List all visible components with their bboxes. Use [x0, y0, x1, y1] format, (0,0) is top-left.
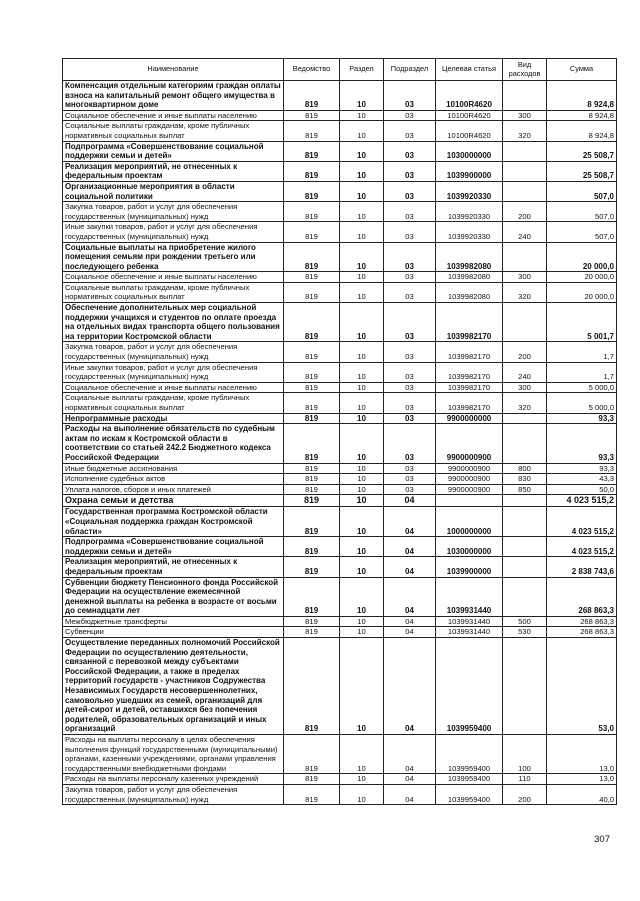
cell-name: Социальные выплаты гражданам, кроме публичных нормативных социальных выплат — [63, 393, 284, 413]
cell-expense-type — [503, 495, 547, 507]
table-row — [63, 507, 617, 537]
cell-expense-type: 300 — [503, 272, 547, 283]
cell-name: Расходы на выполнение обязательств по судебным актам по искам к Костромской области в соответствии со статьей 242.2 Бюджетного кодекса Российской Федерации — [63, 424, 284, 463]
cell-name: Социальные выплаты гражданам, кроме публичных нормативных социальных выплат — [63, 282, 284, 302]
table-row — [63, 638, 617, 735]
cell-amount: 43,3 — [547, 474, 617, 485]
cell-section: 10 — [340, 282, 384, 302]
cell-target-article: 1030000000 — [436, 141, 503, 161]
cell-section: 10 — [340, 507, 384, 537]
cell-expense-type: 300 — [503, 110, 547, 121]
table-row — [63, 774, 617, 785]
cell-section: 10 — [340, 202, 384, 222]
cell-department: 819 — [284, 272, 340, 283]
cell-subsection: 03 — [384, 424, 436, 463]
cell-subsection: 03 — [384, 110, 436, 121]
cell-section: 10 — [340, 342, 384, 362]
cell-subsection: 03 — [384, 474, 436, 485]
cell-amount: 1,7 — [547, 362, 617, 382]
cell-name: Государственная программа Костромской области «Социальная поддержка граждан Костромской области» — [63, 507, 284, 537]
cell-subsection: 03 — [384, 342, 436, 362]
cell-amount: 93,3 — [547, 424, 617, 463]
cell-department: 819 — [284, 507, 340, 537]
cell-department: 819 — [284, 110, 340, 121]
cell-target-article: 10100R4620 — [436, 121, 503, 141]
cell-department: 819 — [284, 627, 340, 638]
cell-amount: 20 000,0 — [547, 272, 617, 283]
table-row — [63, 463, 617, 474]
cell-target-article: 1039982080 — [436, 242, 503, 272]
cell-amount: 507,0 — [547, 202, 617, 222]
cell-subsection: 04 — [384, 537, 436, 557]
table-row — [63, 784, 617, 804]
cell-department: 819 — [284, 495, 340, 507]
cell-target-article: 1039931440 — [436, 616, 503, 627]
table-row — [63, 382, 617, 393]
table-row — [63, 413, 617, 424]
budget-table — [62, 58, 617, 805]
cell-target-article: 10100R4620 — [436, 81, 503, 111]
cell-section: 10 — [340, 537, 384, 557]
cell-target-article: 1039900000 — [436, 161, 503, 181]
cell-department: 819 — [284, 202, 340, 222]
cell-department: 819 — [284, 362, 340, 382]
cell-target-article: 1039982080 — [436, 272, 503, 283]
table-row — [63, 362, 617, 382]
cell-expense-type — [503, 413, 547, 424]
cell-expense-type: 200 — [503, 784, 547, 804]
cell-target-article: 1039931440 — [436, 577, 503, 616]
cell-subsection: 04 — [384, 774, 436, 785]
cell-section: 10 — [340, 484, 384, 495]
cell-section: 10 — [340, 141, 384, 161]
cell-target-article: 1039920330 — [436, 181, 503, 201]
cell-section: 10 — [340, 424, 384, 463]
cell-target-article: 1039931440 — [436, 627, 503, 638]
cell-amount: 20 000,0 — [547, 242, 617, 272]
table-row — [63, 181, 617, 201]
cell-name: Организационные мероприятия в области социальной политики — [63, 181, 284, 201]
cell-section: 10 — [340, 242, 384, 272]
cell-subsection: 03 — [384, 413, 436, 424]
table-row — [63, 342, 617, 362]
cell-expense-type: 300 — [503, 382, 547, 393]
cell-section: 10 — [340, 774, 384, 785]
cell-name: Исполнение судебных актов — [63, 474, 284, 485]
cell-department: 819 — [284, 424, 340, 463]
table-row — [63, 121, 617, 141]
table-header-row — [63, 59, 617, 81]
cell-amount: 268 863,3 — [547, 627, 617, 638]
cell-subsection: 04 — [384, 735, 436, 774]
cell-name: Реализация мероприятий, не отнесенных к федеральным проектам — [63, 557, 284, 577]
cell-name: Закупка товаров, работ и услуг для обеспечения государственных (муниципальных) нужд — [63, 784, 284, 804]
cell-department: 819 — [284, 242, 340, 272]
cell-target-article: 1039959400 — [436, 784, 503, 804]
cell-department: 819 — [284, 121, 340, 141]
cell-department: 819 — [284, 382, 340, 393]
cell-amount: 25 508,7 — [547, 141, 617, 161]
cell-target-article: 9900000900 — [436, 424, 503, 463]
cell-name: Расходы на выплаты персоналу казенных учреждений — [63, 774, 284, 785]
cell-section: 10 — [340, 495, 384, 507]
cell-amount: 5 000,0 — [547, 382, 617, 393]
cell-target-article: 1039982170 — [436, 303, 503, 342]
cell-name: Охрана семьи и детства — [63, 495, 284, 507]
cell-subsection: 04 — [384, 577, 436, 616]
page-number: 307 — [594, 834, 610, 845]
cell-amount: 8 924,8 — [547, 81, 617, 111]
cell-name: Закупка товаров, работ и услуг для обеспечения государственных (муниципальных) нужд — [63, 342, 284, 362]
cell-expense-type: 500 — [503, 616, 547, 627]
cell-section: 10 — [340, 413, 384, 424]
cell-expense-type — [503, 303, 547, 342]
cell-name: Социальное обеспечение и иные выплаты населению — [63, 110, 284, 121]
cell-section: 10 — [340, 272, 384, 283]
cell-target-article: 1039982170 — [436, 342, 503, 362]
cell-target-article: 1039982170 — [436, 393, 503, 413]
header-department: Ведомство — [284, 59, 340, 81]
cell-department: 819 — [284, 282, 340, 302]
cell-expense-type: 530 — [503, 627, 547, 638]
table-row — [63, 537, 617, 557]
cell-expense-type — [503, 507, 547, 537]
cell-amount: 40,0 — [547, 784, 617, 804]
cell-name: Субвенции бюджету Пенсионного фонда Российской Федерации на осуществление ежемесячной денежной выплаты на ребенка в возрасте от восьми до семнадцати лет — [63, 577, 284, 616]
cell-subsection: 03 — [384, 141, 436, 161]
cell-department: 819 — [284, 463, 340, 474]
cell-section: 10 — [340, 362, 384, 382]
cell-amount: 268 863,3 — [547, 616, 617, 627]
cell-department: 819 — [284, 638, 340, 735]
table-row — [63, 616, 617, 627]
cell-expense-type — [503, 81, 547, 111]
cell-amount: 93,3 — [547, 413, 617, 424]
table-row — [63, 282, 617, 302]
cell-amount: 4 023 515,2 — [547, 507, 617, 537]
cell-expense-type: 800 — [503, 463, 547, 474]
cell-amount: 4 023 515,2 — [547, 537, 617, 557]
cell-department: 819 — [284, 161, 340, 181]
cell-department: 819 — [284, 141, 340, 161]
cell-target-article: 1039900000 — [436, 557, 503, 577]
table-row — [63, 484, 617, 495]
table-row — [63, 242, 617, 272]
cell-target-article: 1039959400 — [436, 735, 503, 774]
cell-expense-type — [503, 537, 547, 557]
cell-amount: 507,0 — [547, 181, 617, 201]
cell-section: 10 — [340, 638, 384, 735]
cell-subsection: 04 — [384, 507, 436, 537]
cell-amount: 268 863,3 — [547, 577, 617, 616]
cell-amount: 53,0 — [547, 638, 617, 735]
cell-target-article: 10100R4620 — [436, 110, 503, 121]
cell-section: 10 — [340, 382, 384, 393]
cell-expense-type: 200 — [503, 342, 547, 362]
cell-section: 10 — [340, 121, 384, 141]
cell-department: 819 — [284, 393, 340, 413]
cell-section: 10 — [340, 181, 384, 201]
cell-section: 10 — [340, 577, 384, 616]
cell-subsection: 03 — [384, 282, 436, 302]
cell-department: 819 — [284, 774, 340, 785]
cell-target-article: 9900000000 — [436, 413, 503, 424]
table-row — [63, 202, 617, 222]
cell-expense-type: 850 — [503, 484, 547, 495]
header-subsection: Подраздел — [384, 59, 436, 81]
cell-target-article: 1000000000 — [436, 507, 503, 537]
cell-department: 819 — [284, 181, 340, 201]
cell-subsection: 03 — [384, 242, 436, 272]
cell-name: Закупка товаров, работ и услуг для обеспечения государственных (муниципальных) нужд — [63, 202, 284, 222]
cell-expense-type: 240 — [503, 362, 547, 382]
table-row — [63, 222, 617, 242]
cell-name: Иные закупки товаров, работ и услуг для обеспечения государственных (муниципальных) нужд — [63, 362, 284, 382]
table-row — [63, 474, 617, 485]
cell-target-article: 1039982170 — [436, 362, 503, 382]
cell-department: 819 — [284, 222, 340, 242]
cell-amount: 1,7 — [547, 342, 617, 362]
cell-section: 10 — [340, 110, 384, 121]
cell-department: 819 — [284, 413, 340, 424]
cell-department: 819 — [284, 735, 340, 774]
table-row — [63, 81, 617, 111]
cell-expense-type — [503, 161, 547, 181]
cell-amount: 5 000,0 — [547, 393, 617, 413]
cell-amount: 8 924,8 — [547, 110, 617, 121]
cell-expense-type: 320 — [503, 393, 547, 413]
cell-name: Осуществление переданных полномочий Российской Федерации по осуществлению деятельности, связанной с перевозкой между субъектами Российской Федерации, а также в пределах территорий государств - участников Содружества Независимых Государств несовершеннолетних, самовольно ушедших из семей, организаций для детей-сирот и детей, оставшихся без попечения родителей, образовательных организаций и иных организаций — [63, 638, 284, 735]
cell-target-article: 1039920330 — [436, 222, 503, 242]
cell-department: 819 — [284, 557, 340, 577]
cell-amount: 8 924,8 — [547, 121, 617, 141]
cell-subsection: 03 — [384, 303, 436, 342]
table-row — [63, 557, 617, 577]
cell-subsection: 03 — [384, 272, 436, 283]
cell-section: 10 — [340, 222, 384, 242]
cell-subsection: 04 — [384, 627, 436, 638]
cell-expense-type — [503, 557, 547, 577]
cell-department: 819 — [284, 303, 340, 342]
cell-subsection: 03 — [384, 222, 436, 242]
cell-name: Подпрограмма «Совершенствование социальной поддержки семьи и детей» — [63, 537, 284, 557]
cell-expense-type: 320 — [503, 121, 547, 141]
cell-department: 819 — [284, 342, 340, 362]
cell-expense-type: 200 — [503, 202, 547, 222]
cell-expense-type — [503, 141, 547, 161]
cell-section: 10 — [340, 81, 384, 111]
cell-amount: 13,0 — [547, 774, 617, 785]
header-expense-type: Вид расходов — [503, 59, 547, 81]
cell-subsection: 03 — [384, 161, 436, 181]
table-row — [63, 303, 617, 342]
cell-subsection: 04 — [384, 495, 436, 507]
table-row — [63, 272, 617, 283]
cell-department: 819 — [284, 577, 340, 616]
header-target-article: Целевая статья — [436, 59, 503, 81]
cell-section: 10 — [340, 463, 384, 474]
cell-amount: 13,0 — [547, 735, 617, 774]
cell-section: 10 — [340, 161, 384, 181]
table-row — [63, 735, 617, 774]
cell-department: 819 — [284, 81, 340, 111]
cell-name: Социальное обеспечение и иные выплаты населению — [63, 272, 284, 283]
cell-expense-type: 320 — [503, 282, 547, 302]
cell-subsection: 03 — [384, 362, 436, 382]
cell-section: 10 — [340, 735, 384, 774]
cell-department: 819 — [284, 616, 340, 627]
cell-name: Компенсация отдельным категориям граждан оплаты взноса на капитальный ремонт общего имущества в многоквартирном доме — [63, 81, 284, 111]
cell-expense-type — [503, 424, 547, 463]
cell-subsection: 03 — [384, 382, 436, 393]
table-row — [63, 110, 617, 121]
cell-amount: 507,0 — [547, 222, 617, 242]
cell-section: 10 — [340, 393, 384, 413]
cell-department: 819 — [284, 784, 340, 804]
table-row — [63, 424, 617, 463]
cell-target-article: 1039959400 — [436, 774, 503, 785]
cell-expense-type — [503, 577, 547, 616]
cell-section: 10 — [340, 303, 384, 342]
table-row — [63, 161, 617, 181]
cell-expense-type: 240 — [503, 222, 547, 242]
cell-name: Подпрограмма «Совершенствование социальной поддержки семьи и детей» — [63, 141, 284, 161]
cell-expense-type — [503, 638, 547, 735]
cell-amount: 4 023 515,2 — [547, 495, 617, 507]
cell-subsection: 03 — [384, 463, 436, 474]
cell-expense-type: 100 — [503, 735, 547, 774]
cell-subsection: 03 — [384, 484, 436, 495]
cell-subsection: 04 — [384, 616, 436, 627]
cell-name: Непрограммные расходы — [63, 413, 284, 424]
header-section: Раздел — [340, 59, 384, 81]
cell-amount: 5 001,7 — [547, 303, 617, 342]
cell-name: Социальные выплаты на приобретение жилого помещения семьям при рождении третьего или последующего ребенка — [63, 242, 284, 272]
table-row — [63, 577, 617, 616]
cell-subsection: 03 — [384, 181, 436, 201]
table-row — [63, 141, 617, 161]
cell-name: Социальное обеспечение и иные выплаты населению — [63, 382, 284, 393]
cell-section: 10 — [340, 557, 384, 577]
cell-section: 10 — [340, 784, 384, 804]
cell-target-article: 9900000900 — [436, 484, 503, 495]
cell-amount: 50,0 — [547, 484, 617, 495]
cell-name: Обеспечение дополнительных мер социальной поддержки учащихся и студентов по оплате проезда на отдельных видах транспорта общего пользования на территории Костромской области — [63, 303, 284, 342]
cell-amount: 2 838 743,6 — [547, 557, 617, 577]
table-row — [63, 393, 617, 413]
table-body — [63, 81, 617, 805]
cell-target-article: 1039982170 — [436, 382, 503, 393]
cell-target-article: 1039982080 — [436, 282, 503, 302]
cell-subsection: 03 — [384, 121, 436, 141]
header-name: Наименование — [63, 59, 284, 81]
cell-name: Реализация мероприятий, не отнесенных к федеральным проектам — [63, 161, 284, 181]
cell-target-article: 1030000000 — [436, 537, 503, 557]
cell-name: Межбюджетные трансферты — [63, 616, 284, 627]
cell-expense-type: 830 — [503, 474, 547, 485]
cell-section: 10 — [340, 474, 384, 485]
cell-name: Социальные выплаты гражданам, кроме публичных нормативных социальных выплат — [63, 121, 284, 141]
cell-target-article: 1039959400 — [436, 638, 503, 735]
cell-amount: 93,3 — [547, 463, 617, 474]
cell-expense-type — [503, 242, 547, 272]
cell-subsection: 03 — [384, 81, 436, 111]
cell-amount: 25 508,7 — [547, 161, 617, 181]
cell-department: 819 — [284, 537, 340, 557]
cell-name: Уплата налогов, сборов и иных платежей — [63, 484, 284, 495]
header-amount: Сумма — [547, 59, 617, 81]
cell-department: 819 — [284, 484, 340, 495]
cell-subsection: 04 — [384, 638, 436, 735]
cell-target-article: 1039920330 — [436, 202, 503, 222]
cell-subsection: 03 — [384, 393, 436, 413]
cell-expense-type: 110 — [503, 774, 547, 785]
cell-section: 10 — [340, 616, 384, 627]
cell-subsection: 03 — [384, 202, 436, 222]
cell-target-article: 9900000900 — [436, 463, 503, 474]
cell-amount: 20 000,0 — [547, 282, 617, 302]
cell-target-article — [436, 495, 503, 507]
cell-department: 819 — [284, 474, 340, 485]
cell-subsection: 04 — [384, 557, 436, 577]
cell-subsection: 04 — [384, 784, 436, 804]
cell-section: 10 — [340, 627, 384, 638]
cell-target-article: 9900000900 — [436, 474, 503, 485]
cell-name: Иные закупки товаров, работ и услуг для обеспечения государственных (муниципальных) нужд — [63, 222, 284, 242]
table-row — [63, 627, 617, 638]
cell-name: Расходы на выплаты персоналу в целях обеспечения выполнения функций государственными (муниципальными) органами, казенными учреждениями, органами управления государственными внебюджетными фондами — [63, 735, 284, 774]
cell-name: Субвенции — [63, 627, 284, 638]
cell-name: Иные бюджетные ассигнования — [63, 463, 284, 474]
cell-expense-type — [503, 181, 547, 201]
table-row — [63, 495, 617, 507]
